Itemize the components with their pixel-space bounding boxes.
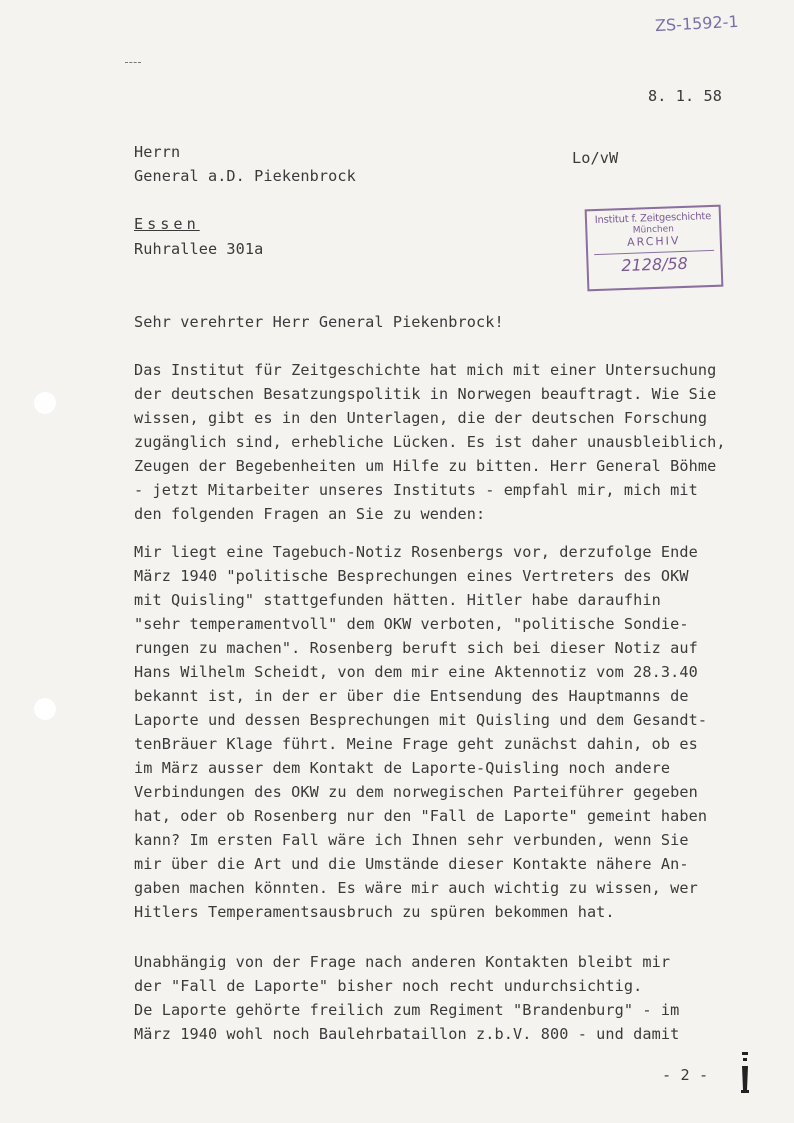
letter-date: 8. 1. 58 [648, 87, 722, 105]
dash-mark [125, 62, 141, 64]
para1-line: Das Institut für Zeitgeschichte hat mich mit einer Untersuchung [134, 361, 717, 379]
para2-line: kann? Im ersten Fall wäre ich Ihnen sehr verbunden, wenn Sie [134, 831, 689, 849]
stamp-institute: Institut f. Zeitgeschichte [594, 210, 712, 227]
para2-line: im März ausser dem Kontakt de Laporte-Quisling noch andere [134, 759, 671, 777]
para2-line: rungen zu machen". Rosenberg beruft sich bei dieser Notiz auf [134, 639, 698, 657]
para3-line: März 1940 wohl noch Baulehrbataillon z.b.V. 800 - und damit [134, 1025, 680, 1043]
stamp-city: München [632, 224, 675, 236]
para2-line: Mir liegt eine Tagebuch-Notiz Rosenbergs vor, derzufolge Ende [134, 543, 698, 561]
recipient-line2: General a.D. Piekenbrock [134, 167, 356, 185]
recipient-city: Essen [134, 215, 200, 233]
para2-line: Hans Wilhelm Scheidt, von dem mir eine Aktennotiz vom 28.3.40 [134, 663, 698, 681]
para2-line: mit Quisling" stattgefunden hätten. Hitler habe daraufhin [134, 591, 661, 609]
para1-line: wissen, gibt es in den Unterlagen, die der deutschen Forschung [134, 409, 708, 427]
para2-line: Hitlers Temperamentsausbruch zu spüren bekommen hat. [134, 903, 615, 921]
para2-line: hat, oder ob Rosenberg nur den "Fall de Laporte" gemeint haben [134, 807, 708, 825]
punch-hole [34, 392, 56, 414]
para2-line: bekannt ist, in der er über die Entsendung des Hauptmanns de [134, 687, 689, 705]
stamp-number: 2128/58 [594, 250, 715, 276]
reference-code: Lo/vW [572, 149, 619, 167]
para1-line: Zeugen der Begebenheiten um Hilfe zu bitten. Herr General Böhme [134, 457, 717, 475]
para1-line: der deutschen Besatzungspolitik in Norwegen beauftragt. Wie Sie [134, 385, 717, 403]
para2-line: Verbindungen des OKW zu dem norwegischen Parteiführer gegeben [134, 783, 698, 801]
para2-line: gaben machen könnten. Es wäre mir auch wichtig zu wissen, wer [134, 879, 698, 897]
para1-line: den folgenden Fragen an Sie zu wenden: [134, 505, 486, 523]
recipient-street: Ruhrallee 301a [134, 240, 264, 258]
para2-line: tenBräuer Klage führt. Meine Frage geht zunächst dahin, ob es [134, 735, 698, 753]
para2-line: Laporte und dessen Besprechungen mit Quisling und dem Gesandt- [134, 711, 708, 729]
stamp-archive: ARCHIV [626, 234, 681, 249]
para3-line: der "Fall de Laporte" bisher noch recht undurchsichtig. [134, 977, 643, 995]
archive-stamp [585, 205, 724, 292]
archive-reference: ZS-1592-1 [654, 11, 740, 36]
para2-line: März 1940 "politische Besprechungen eines Vertreters des OKW [134, 567, 689, 585]
para3-line: Unabhängig von der Frage nach anderen Kontakten bleibt mir [134, 953, 671, 971]
ink-mark-icon [738, 1050, 752, 1096]
punch-hole [34, 698, 56, 720]
para2-line: mir über die Art und die Umstände dieser Kontakte nähere An- [134, 855, 689, 873]
para1-line: - jetzt Mitarbeiter unseres Instituts - empfahl mir, mich mit [134, 481, 698, 499]
page-marker: - 2 - [662, 1066, 709, 1084]
para1-line: zugänglich sind, erhebliche Lücken. Es ist daher unausbleiblich, [134, 433, 726, 451]
para3-line: De Laporte gehörte freilich zum Regiment "Brandenburg" - im [134, 1001, 680, 1019]
salutation: Sehr verehrter Herr General Piekenbrock! [134, 313, 504, 331]
para2-line: "sehr temperamentvoll" dem OKW verboten, "politische Sondie- [134, 615, 689, 633]
recipient-line1: Herrn [134, 143, 181, 161]
